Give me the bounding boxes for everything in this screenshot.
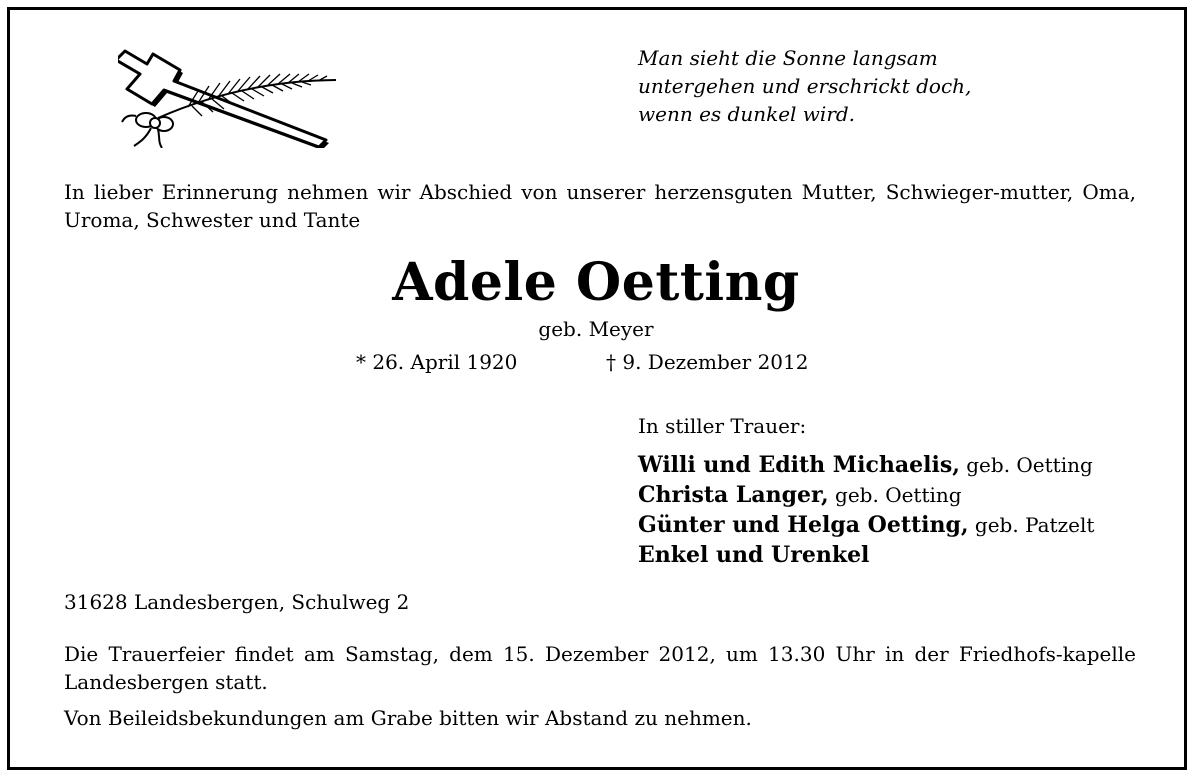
mourner-note: geb. Oetting (966, 453, 1093, 477)
service-info: Die Trauerfeier findet am Samstag, dem 15. Dezember 2012, um 13.30 Uhr in der Friedhofs-kapelle Landesbergen statt. (64, 642, 1136, 694)
death-date: † 9. Dezember 2012 (606, 350, 809, 374)
mourners-heading: In stiller Trauer: (638, 414, 807, 438)
mourner-row (638, 450, 1094, 480)
address: 31628 Landesbergen, Schulweg 2 (64, 590, 410, 614)
poem-line: wenn es dunkel wird. (638, 102, 856, 126)
mourner-names: Willi und Edith Michaelis, (638, 452, 960, 478)
cross-with-palm-frond-icon (118, 44, 336, 148)
mourner-row (638, 510, 1094, 540)
birth-date: * 26. April 1920 (356, 350, 518, 374)
mourner-note: geb. Patzelt (974, 513, 1095, 537)
intro-text: In lieber Erinnerung nehmen wir Abschied von unserer herzensguten Mutter, Schwieger-mutter, Oma, Uroma, Schwester und Tante (64, 180, 1136, 232)
mourner-row (638, 480, 1094, 510)
poem (638, 44, 971, 128)
condolence-notice: Von Beileidsbekundungen am Grabe bitten wir Abstand zu nehmen. (64, 706, 752, 730)
deceased-name: Adele Oetting (392, 252, 800, 313)
maiden-name: geb. Meyer (538, 317, 654, 341)
mourners-list (638, 450, 1094, 570)
mourner-names: Christa Langer, (638, 482, 829, 508)
mourner-names: Enkel und Urenkel (638, 542, 870, 568)
mourner-names: Günter und Helga Oetting, (638, 512, 969, 538)
poem-line: untergehen und erschrickt doch, (638, 74, 972, 98)
poem-line: Man sieht die Sonne langsam (638, 46, 938, 70)
mourner-row (638, 540, 1094, 570)
mourner-note: geb. Oetting (835, 483, 962, 507)
